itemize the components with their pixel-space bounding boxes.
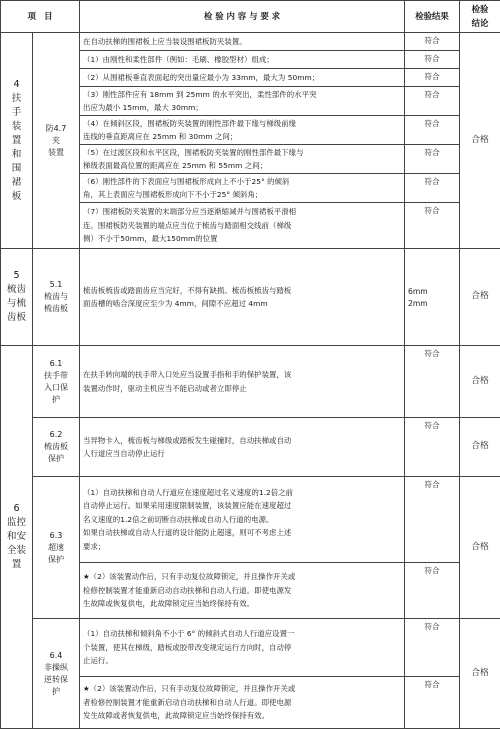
section-item-line: 板 xyxy=(3,190,30,204)
requirement-line: 在自动扶梯的围裙板上应当装设围裙板防夹装置。 xyxy=(83,35,401,49)
requirement-line: 者检修控制装置才能重新启动自动扶梯和自动人行道。即使电源 xyxy=(83,696,401,710)
requirement-line: 如果自动扶梯或自动人行道的设计能防止超速，则可不考虑上述 xyxy=(83,526,401,540)
requirement-text xyxy=(80,116,405,145)
table-row xyxy=(1,33,500,51)
subitem-line: 逆转保 xyxy=(35,674,77,686)
section-item-line: 4 xyxy=(3,78,30,92)
header-conclusion-line: 检验 xyxy=(463,3,497,17)
section-item xyxy=(1,249,33,346)
result-cell: 符合 xyxy=(405,418,460,477)
requirement-text xyxy=(80,418,405,477)
section-item-line: 5 xyxy=(3,269,30,283)
requirement-line: 自动停止运行。如果采用速度限制装置，该装置应能在速度超过 xyxy=(83,499,401,513)
section-item-line: 置 xyxy=(3,558,30,572)
table-row xyxy=(1,477,500,563)
section-item-line: 裙 xyxy=(3,176,30,190)
section-item xyxy=(1,346,33,729)
requirement-line: 要求； xyxy=(83,540,401,554)
requirement-text xyxy=(80,563,405,619)
requirement-text xyxy=(80,477,405,563)
subitem-line: 梳齿板 xyxy=(35,441,77,453)
subitem-line: 扶手带 xyxy=(35,370,77,382)
subitem-label xyxy=(33,249,80,346)
requirement-line: 名义速度的1.2倍之前切断自动扶梯或自动人行道的电源。 xyxy=(83,513,401,527)
header-result: 检验结果 xyxy=(405,1,460,33)
section-item-line: 装 xyxy=(3,120,30,134)
conclusion-cell: 合格 xyxy=(460,249,500,346)
result-cell: 符合 xyxy=(405,33,460,51)
requirement-line: （4）在倾斜区段，围裙板防夹装置的刚性部件最下缘与梯级前缘 xyxy=(83,117,401,131)
header-item: 项 目 xyxy=(1,1,80,33)
result-cell: 符合 xyxy=(405,174,460,203)
subitem-line: 护 xyxy=(35,686,77,698)
requirement-line: 出应为最小 15mm，最大 30mm； xyxy=(83,101,401,115)
requirement-line: 生故障或恢复供电，此故障锁定应当始终保持有效。 xyxy=(83,597,401,611)
requirement-line: （7）围裙板防夹装置的末端部分应当逐渐缩减并与围裙板平滑相 xyxy=(83,205,401,219)
section-item-line: 和 xyxy=(3,148,30,162)
subitem-line: 保护 xyxy=(35,554,77,566)
header-conclusion-line: 结论 xyxy=(463,17,497,31)
section-item-line: 置 xyxy=(3,134,30,148)
requirement-text xyxy=(80,33,405,51)
requirement-line: 连线的垂直距离应在 25mm 和 30mm 之间； xyxy=(83,130,401,144)
requirement-line: ★（2）该装置动作后，只有手动复位故障锁定，并且操作开关或 xyxy=(83,682,401,696)
result-cell: 符合 xyxy=(405,69,460,87)
result-cell: 符合 xyxy=(405,203,460,249)
requirement-line: 个装置，使其在梯级，踏板或胶带改变规定运行方向时，自动停 xyxy=(83,641,401,655)
result-cell: 符合 xyxy=(405,51,460,69)
table-row xyxy=(1,249,500,346)
subitem-label xyxy=(33,33,80,249)
subitem-line: 6.4 xyxy=(35,650,77,662)
result-cell: 符合 xyxy=(405,87,460,116)
conclusion-cell: 合格 xyxy=(460,346,500,418)
conclusion-cell: 合格 xyxy=(460,619,500,729)
section-item-line: 6 xyxy=(3,502,30,516)
requirement-line: 发生故障或者恢复供电，此故障锁定应当始终保持有效。 xyxy=(83,709,401,723)
subitem-line: 装置 xyxy=(35,147,77,159)
result-cell: 符合 xyxy=(405,346,460,418)
requirement-line: （1）自动扶梯和自动人行道应在速度超过名义速度的1.2倍之前 xyxy=(83,486,401,500)
subitem-line: 6.1 xyxy=(35,358,77,370)
requirement-line: （2）从围裙板垂直表面起的突出量应最小为 33mm，最大为 50mm； xyxy=(83,71,401,85)
result-cell xyxy=(405,249,460,346)
conclusion-cell: 合格 xyxy=(460,33,500,249)
section-item-line: 围 xyxy=(3,162,30,176)
result-cell: 符合 xyxy=(405,145,460,174)
subitem-line: 梳齿板 xyxy=(35,303,77,315)
requirement-line: 侧）不小于50mm，最大150mm的位置 xyxy=(83,232,401,246)
result-measure: 6mm xyxy=(408,286,456,298)
subitem-label xyxy=(33,477,80,619)
subitem-line: 护 xyxy=(35,394,77,406)
subitem-line: 5.1 xyxy=(35,279,77,291)
result-cell: 符合 xyxy=(405,563,460,619)
requirement-line: （5）在过渡区段和水平区段，围裙板防夹装置的刚性部件最下缘与 xyxy=(83,146,401,160)
requirement-text xyxy=(80,677,405,729)
conclusion-cell: 合格 xyxy=(460,477,500,619)
section-item-line: 手 xyxy=(3,106,30,120)
subitem-label xyxy=(33,418,80,477)
requirement-text xyxy=(80,203,405,249)
subitem-line: 非操纵 xyxy=(35,662,77,674)
subitem-line: 保护 xyxy=(35,453,77,465)
subitem-line: 入口保 xyxy=(35,382,77,394)
section-item-line: 扶 xyxy=(3,92,30,106)
result-cell: 符合 xyxy=(405,677,460,729)
requirement-line: （1）由刚性和柔性部件（例如：毛刷、橡胶型材）组成； xyxy=(83,53,401,67)
header-content: 检 验 内 容 与 要 求 xyxy=(80,1,405,33)
section-item-line: 监控 xyxy=(3,516,30,530)
section-item-line: 全装 xyxy=(3,544,30,558)
subitem-label xyxy=(33,619,80,729)
subitem-line: 梳齿与 xyxy=(35,291,77,303)
requirement-line: 装置动作时，驱动主机应当不能启动或者立即停止 xyxy=(83,382,401,396)
requirement-line: 角，其上表面应与围裙板形成向下不小于25° 倾斜角； xyxy=(83,188,401,202)
requirement-line: 面齿槽的啮合深度应至少为 4mm，间隙不应超过 4mm xyxy=(83,297,401,311)
requirement-text xyxy=(80,619,405,677)
subitem-line: 防4.7 xyxy=(35,123,77,135)
section-item-line: 和安 xyxy=(3,530,30,544)
requirement-line: （1）自动扶梯和倾斜角不小于 6° 的倾斜式自动人行道应设置一 xyxy=(83,627,401,641)
conclusion-cell: 合格 xyxy=(460,418,500,477)
requirement-line: 止运行。 xyxy=(83,654,401,668)
result-cell: 符合 xyxy=(405,116,460,145)
requirement-line: 当异物卡入，梳齿板与梯级或踏板发生碰撞时，自动扶梯或自动 xyxy=(83,434,401,448)
section-item-line: 与梳 xyxy=(3,297,30,311)
subitem-line: 6.2 xyxy=(35,429,77,441)
requirement-text xyxy=(80,249,405,346)
requirement-text xyxy=(80,346,405,418)
section-item-line: 齿板 xyxy=(3,311,30,325)
subitem-line: 6.3 xyxy=(35,530,77,542)
subitem-line: 夹 xyxy=(35,135,77,147)
header-conclusion xyxy=(460,1,500,33)
requirement-line: （3）刚性部件应有 18mm 到 25mm 的水平突出，柔性部件的水平突 xyxy=(83,88,401,102)
requirement-line: ★（2）该装置动作后，只有手动复位故障锁定，并且操作开关或 xyxy=(83,570,401,584)
result-measure: 2mm xyxy=(408,298,456,310)
table-row xyxy=(1,346,500,418)
requirement-line: 连。围裙板防夹装置的端点应当位于梳齿与踏面相交线前（梯级 xyxy=(83,219,401,233)
requirement-text xyxy=(80,145,405,174)
requirement-text xyxy=(80,69,405,87)
requirement-line: 在扶手转向端的扶手带入口处应当设置手指和手的保护装置，该 xyxy=(83,368,401,382)
requirement-line: 人行道应当自动停止运行 xyxy=(83,447,401,461)
table-row xyxy=(1,619,500,677)
requirement-line: 梳齿板梳齿或踏面齿应当完好，不得有缺损。梳齿板梳齿与踏板 xyxy=(83,284,401,298)
requirement-line: （6）刚性部件的下表面应与围裙板形成向上不小于25° 的倾斜 xyxy=(83,175,401,189)
requirement-line: 梯级表面最高位置的距离应在 25mm 和 55mm 之间； xyxy=(83,159,401,173)
header-row xyxy=(1,1,500,33)
subitem-line: 超速 xyxy=(35,542,77,554)
section-item-line: 梳齿 xyxy=(3,283,30,297)
requirement-text xyxy=(80,174,405,203)
requirement-text xyxy=(80,51,405,69)
result-cell: 符合 xyxy=(405,477,460,563)
requirement-text xyxy=(80,87,405,116)
result-cell: 符合 xyxy=(405,619,460,677)
subitem-label xyxy=(33,346,80,418)
requirement-line: 检修控制装置才能重新启动自动扶梯和自动人行道。即使电源发 xyxy=(83,584,401,598)
section-item xyxy=(1,33,33,249)
table-row xyxy=(1,418,500,477)
